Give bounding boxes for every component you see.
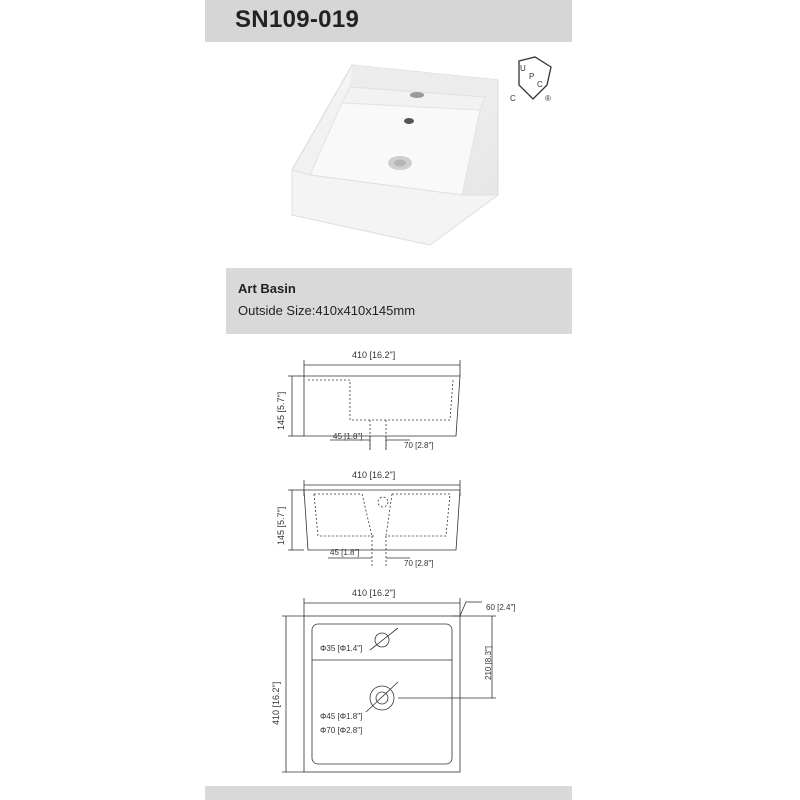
side-view-drain-outer: 70 [2.8"] (404, 441, 434, 450)
top-view-width: 410 [16.2"] (352, 588, 396, 598)
top-view-rim: 60 [2.4"] (486, 603, 516, 612)
product-info-panel (226, 268, 572, 334)
top-view-depth: 410 [16.2"] (271, 681, 281, 725)
front-view-height: 145 [5.7"] (276, 506, 286, 545)
front-view-drain-outer: 70 [2.8"] (404, 559, 434, 568)
basin-photo (280, 55, 520, 255)
cert-letter-u: U (520, 64, 526, 73)
drain-inner-diameter: Φ45 [Φ1.8"] (320, 712, 363, 721)
footer-band (205, 786, 572, 800)
cert-letter-p: P (529, 72, 535, 81)
upc-certification-icon (505, 55, 565, 105)
front-view-drain-inner: 45 [1.8"] (330, 548, 360, 557)
front-view-width: 410 [16.2"] (352, 470, 396, 480)
cert-c-mark: C (510, 94, 516, 103)
top-view-hole-offset: 210 [8.3"] (484, 646, 493, 680)
cert-registered-mark: ® (545, 94, 551, 103)
product-size: Outside Size:410x410x145mm (238, 303, 416, 318)
faucet-hole-diameter: Φ35 [Φ1.4"] (320, 644, 363, 653)
side-view-height: 145 [5.7"] (276, 391, 286, 430)
technical-drawing (270, 340, 540, 785)
side-view-drain-inner: 45 [1.8"] (333, 432, 363, 441)
cert-letter-c: C (537, 80, 543, 89)
model-number: SN109-019 (235, 6, 360, 33)
product-name: Art Basin (238, 281, 296, 296)
drain-outer-diameter: Φ70 [Φ2.8"] (320, 726, 363, 735)
header-band (205, 0, 572, 42)
side-view-width: 410 [16.2"] (352, 350, 396, 360)
